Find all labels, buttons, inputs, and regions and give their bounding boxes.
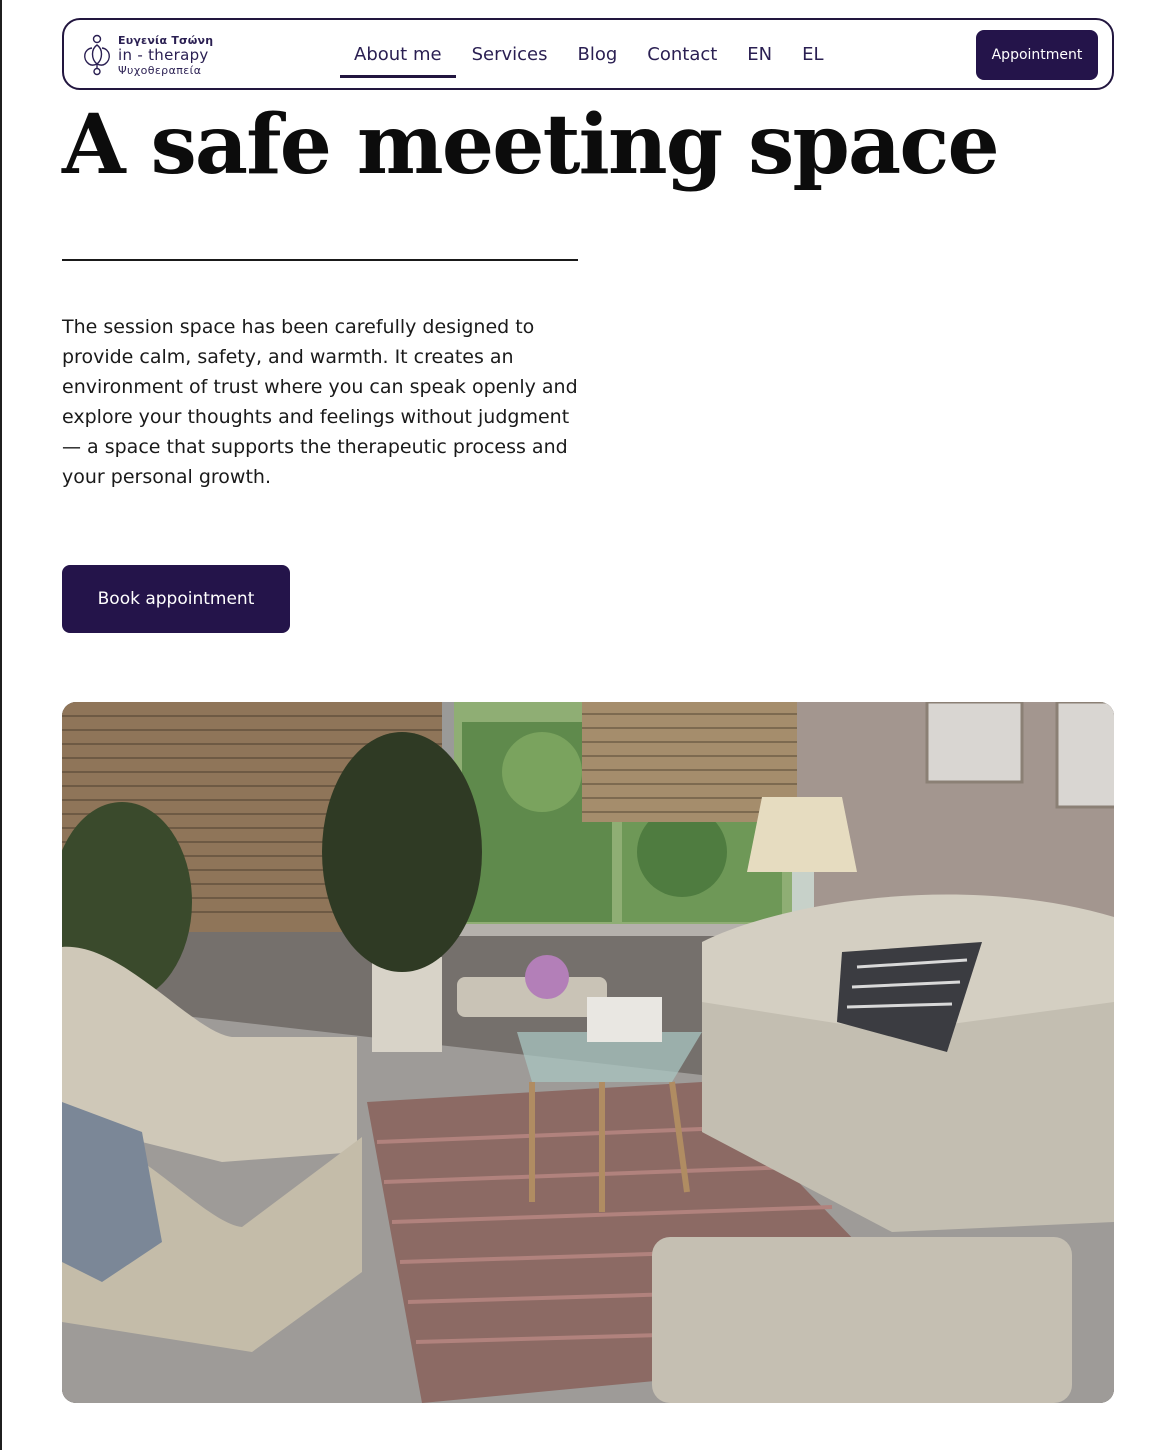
logo-brand: in - therapy <box>118 45 209 64</box>
nav-contact[interactable]: Contact <box>647 43 718 65</box>
navbar <box>62 18 1114 90</box>
left-edge-line <box>0 0 2 1450</box>
lotus-figure-icon <box>80 33 114 77</box>
book-appointment-button[interactable]: Book appointment <box>62 565 290 633</box>
nav-language-en[interactable]: EN <box>747 43 773 65</box>
logo-name: Ευγενία Τσώνη <box>118 33 214 47</box>
nav-about-me[interactable]: About me <box>354 20 442 88</box>
appointment-button[interactable]: Appointment <box>976 30 1098 80</box>
title-divider <box>62 259 578 261</box>
logo-tagline: Ψυχοθεραπεία <box>118 63 202 77</box>
nav-blog[interactable]: Blog <box>577 43 618 65</box>
hero-description: The session space has been carefully designed to provide calm, safety, and warmth. It creates an environment of trust where you can speak openly and explore your thoughts and feelings without judgment — a space that supports the therapeutic process and your personal growth. <box>62 316 578 488</box>
nav-services[interactable]: Services <box>471 43 548 65</box>
nav-language-el[interactable]: EL <box>802 43 824 65</box>
site-logo[interactable] <box>80 30 240 80</box>
main-nav <box>340 20 824 88</box>
therapy-room-illustration <box>62 702 1114 1403</box>
page-title: A safe meeting space <box>62 97 998 193</box>
therapy-room-photo <box>62 702 1114 1403</box>
